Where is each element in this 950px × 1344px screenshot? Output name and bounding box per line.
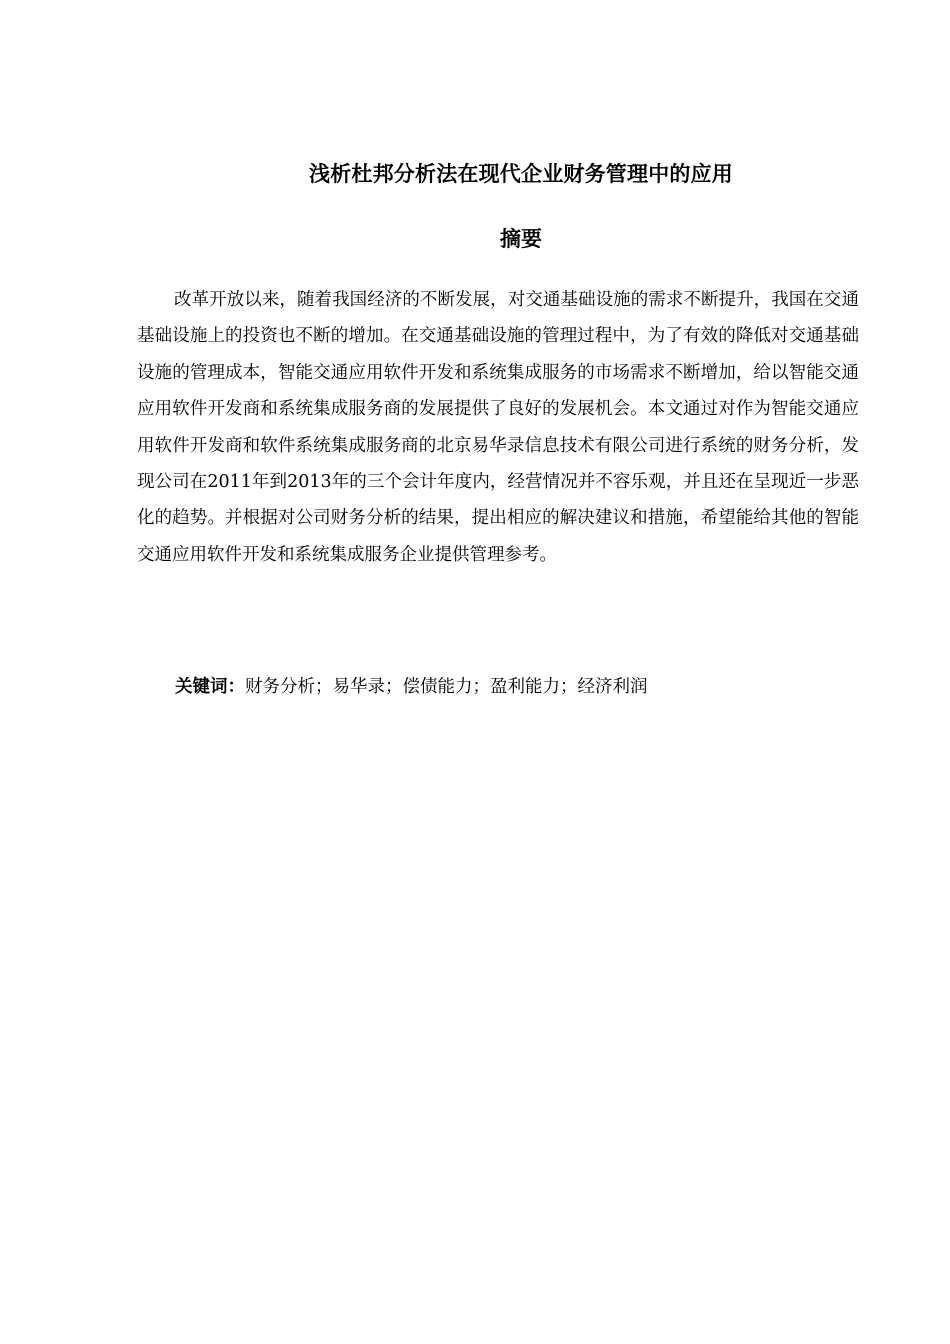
document-title: 浅析杜邦分析法在现代企业财务管理中的应用 [309, 162, 733, 186]
abstract-heading: 摘要 [500, 227, 542, 251]
keywords-line [175, 672, 859, 702]
abstract-paragraph: 改革开放以来，随着我国经济的不断发展，对交通基础设施的需求不断提升，我国在交通基础设施上的投资也不断的增加。在交通基础设施的管理过程中，为了有效的降低对交通基础设施的管理成本，智能交通应用软件开发和系统集成服务的市场需求不断增加，给以智能交通应用软件开发商和系统集成服务商的发展提供了良好的发展机会。本文通过对作为智能交通应用软件开发商和软件系统集成服务商的北京易华录信息技术有限公司进行系统的财务分析，发现公司在2011年到2013年的三个会计年度内，经营情况并不容乐观，并且还在呈现近一步恶化的趋势。并根据对公司财务分析的结果，提出相应的解决建议和措施，希望能给其他的智能交通应用软件开发和系统集成服务企业提供管理参考。 [137, 290, 859, 565]
keywords-label: 关键词： [175, 677, 245, 697]
keywords-text: 财务分析；易华录；偿债能力；盈利能力；经济利润 [245, 677, 648, 697]
